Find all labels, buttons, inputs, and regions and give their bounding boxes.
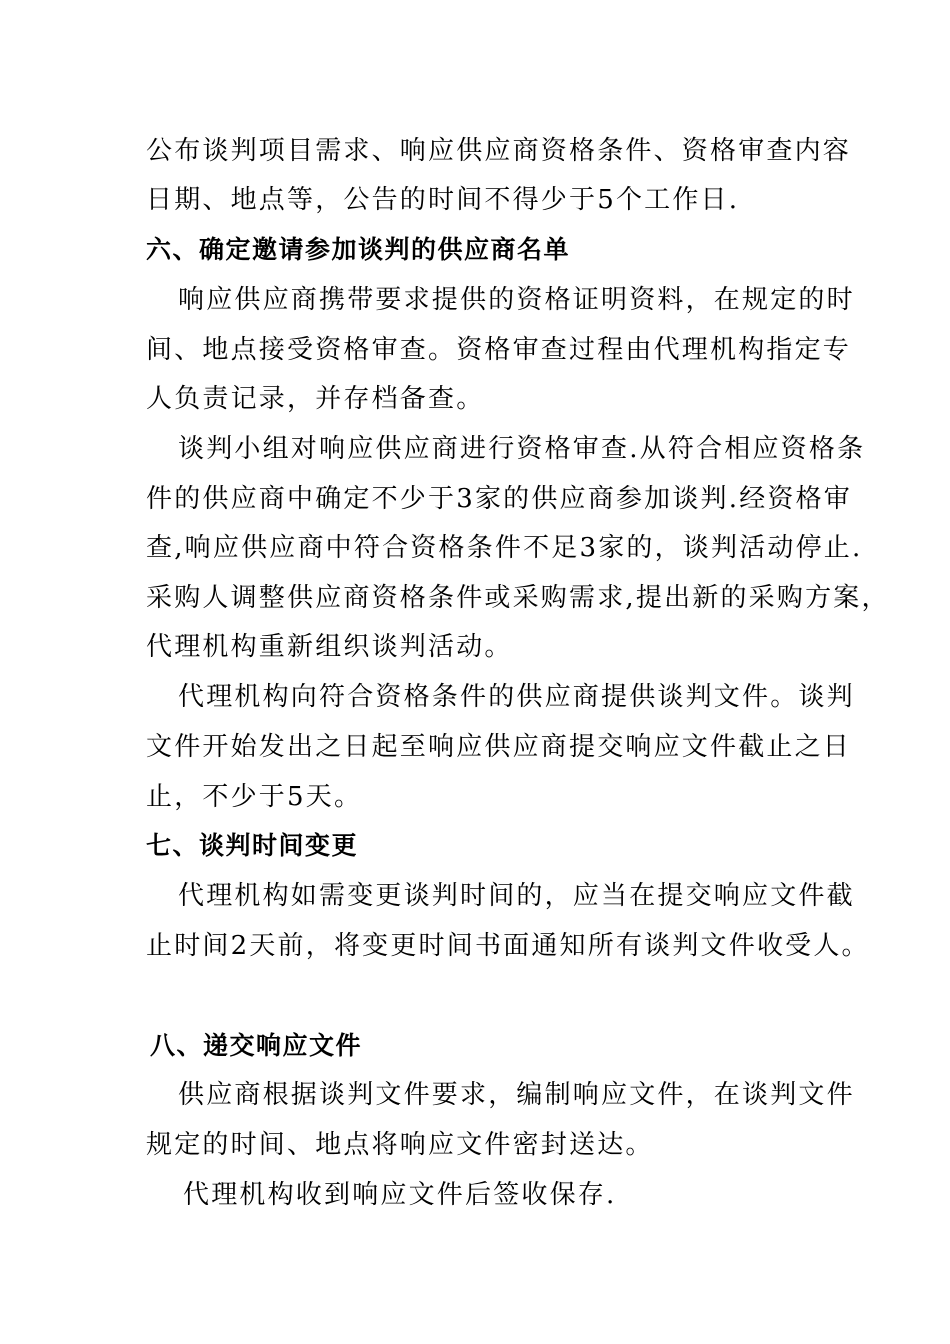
paragraph-line: 代理机构如需变更谈判时间的，应当在提交响应文件截 [178, 881, 855, 911]
paragraph-line: 供应商根据谈判文件要求，编制响应文件，在谈判文件 [178, 1080, 855, 1110]
section-heading-6: 六、确定邀请参加谈判的供应商名单 [146, 235, 571, 264]
paragraph-line: 代理机构向符合资格条件的供应商提供谈判文件。谈判 [178, 682, 855, 712]
paragraph-line: 代理机构收到响应文件后签收保存. [183, 1180, 617, 1210]
paragraph-line: 谈判小组对响应供应商进行资格审查.从符合相应资格条 [178, 434, 866, 464]
paragraph-line: 公布谈判项目需求、响应供应商资格条件、资格审查内容 [146, 136, 852, 166]
paragraph-line: 件的供应商中确定不少于3家的供应商参加谈判.经资格审 [146, 484, 853, 514]
paragraph-line: 采购人调整供应商资格条件或采购需求,提出新的采购方案， [146, 583, 890, 613]
paragraph-line: 日期、地点等，公告的时间不得少于5个工作日. [146, 185, 740, 215]
section-heading-8: 八、递交响应文件 [150, 1031, 363, 1060]
paragraph-line: 止时间2天前，将变更时间书面通知所有谈判文件收受人。 [146, 931, 870, 961]
paragraph-line: 查,响应供应商中符合资格条件不足3家的，谈判活动停止. [146, 533, 863, 563]
section-heading-7: 七、谈判时间变更 [146, 831, 359, 860]
paragraph-line: 规定的时间、地点将响应文件密封送达。 [146, 1130, 654, 1160]
paragraph-line: 人负责记录，并存档备查。 [146, 384, 485, 414]
paragraph-line: 文件开始发出之日起至响应供应商提交响应文件截止之日 [146, 732, 852, 762]
paragraph-line: 响应供应商携带要求提供的资格证明资料，在规定的时 [178, 285, 855, 315]
paragraph-line: 止，不少于5天。 [146, 782, 363, 812]
paragraph-line: 间、地点接受资格审查。资格审查过程由代理机构指定专 [146, 335, 852, 365]
paragraph-line: 代理机构重新组织谈判活动。 [146, 632, 513, 662]
